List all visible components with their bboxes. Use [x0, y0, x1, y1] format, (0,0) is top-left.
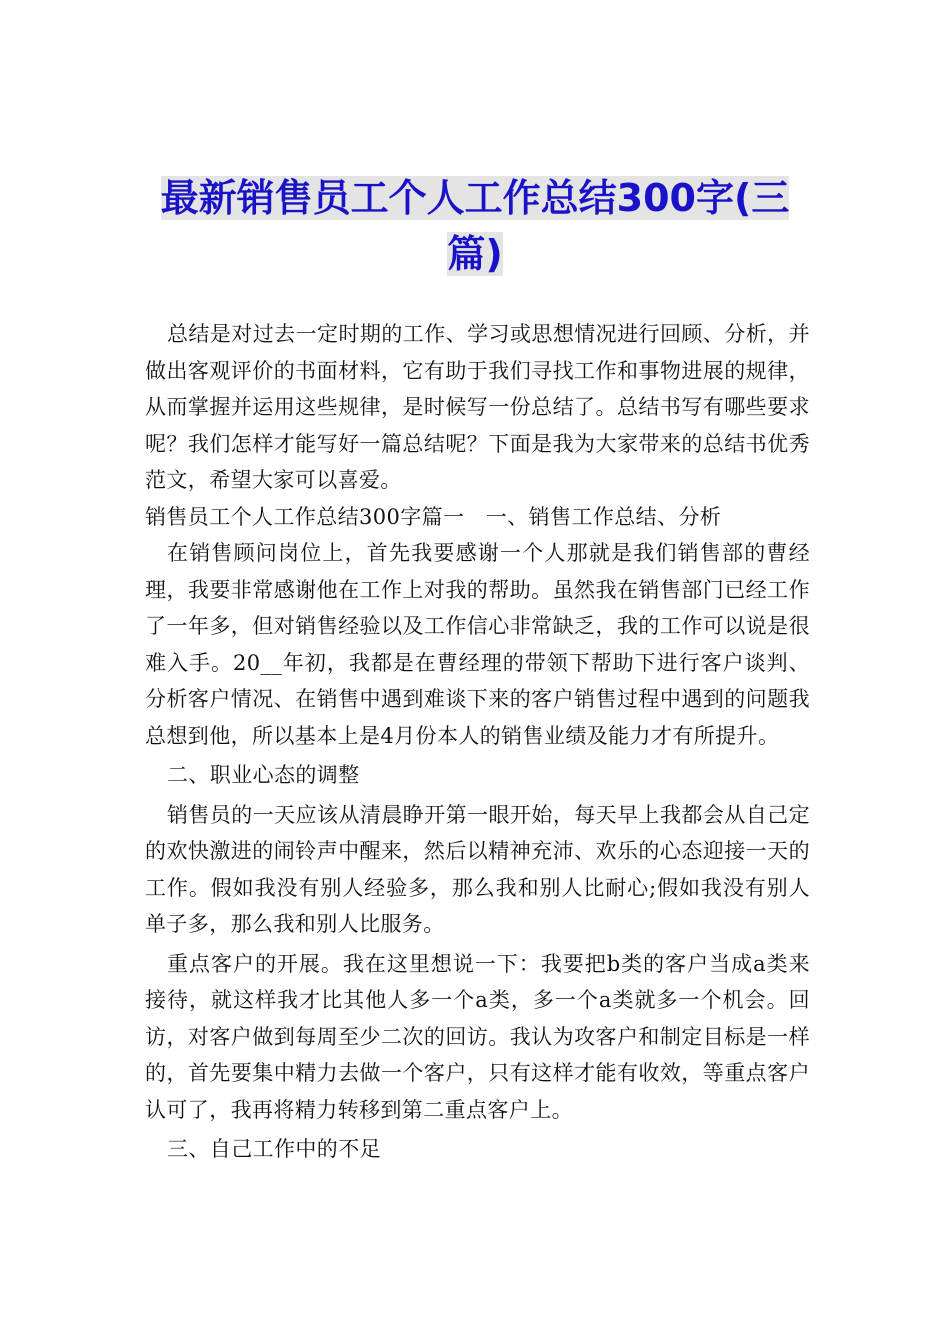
intro-paragraph: 总结是对过去一定时期的工作、学习或思想情况进行回顾、分析，并做出客观评价的书面材料，它有助于我们寻找工作和事物进展的规律，从而掌握并运用这些规律，是时候写一份总结了。总结书写有哪些要求呢？我们怎样才能写好一篇总结呢？下面是我为大家带来的总结书优秀范文，希望大家可以喜爱。 [145, 322, 810, 492]
section-heading: 二、职业心态的调整 [167, 763, 360, 787]
body-paragraph: 在销售顾问岗位上，首先我要感谢一个人那就是我们销售部的曹经理，我要非常感谢他在工作上对我的帮助。虽然我在销售部门已经工作了一年多，但对销售经验以及工作信心非常缺乏，我的工作可以说是很难入手。20__年初，我都是在曹经理的带领下帮助下进行客户谈判、分析客户情况、在销售中遇到难谈下来的客户销售过程中遇到的问题我总想到他，所以基本上是4月份本人的销售业绩及能力才有所提升。 [145, 541, 810, 748]
body-paragraph: 重点客户的开展。我在这里想说一下：我要把b类的客户当成a类来接待，就这样我才比其他人多一个a类，多一个a类就多一个机会。回访，对客户做到每周至少二次的回访。我认为攻客户和制定目标是一样的，首先要集中精力去做一个客户，只有这样才能有收效，等重点客户认可了，我再将精力转移到第二重点客户上。 [145, 951, 810, 1122]
title-text: 最新销售员工个人工作总结300字(三篇) [160, 176, 790, 276]
document-title [145, 170, 805, 282]
section-heading: 三、自己工作中的不足 [167, 1137, 381, 1161]
body-paragraph: 销售员的一天应该从清晨睁开第一眼开始，每天早上我都会从自己定的欢快激进的闹铃声中醒来，然后以精神充沛、欢乐的心态迎接一天的工作。假如我没有别人经验多，那么我和别人比耐心;假如我没有别人单子多，那么我和别人比服务。 [145, 802, 810, 936]
section-heading-part-one: 销售员工个人工作总结300字篇一 一、销售工作总结、分析 [145, 504, 722, 529]
document-body [145, 316, 810, 1168]
